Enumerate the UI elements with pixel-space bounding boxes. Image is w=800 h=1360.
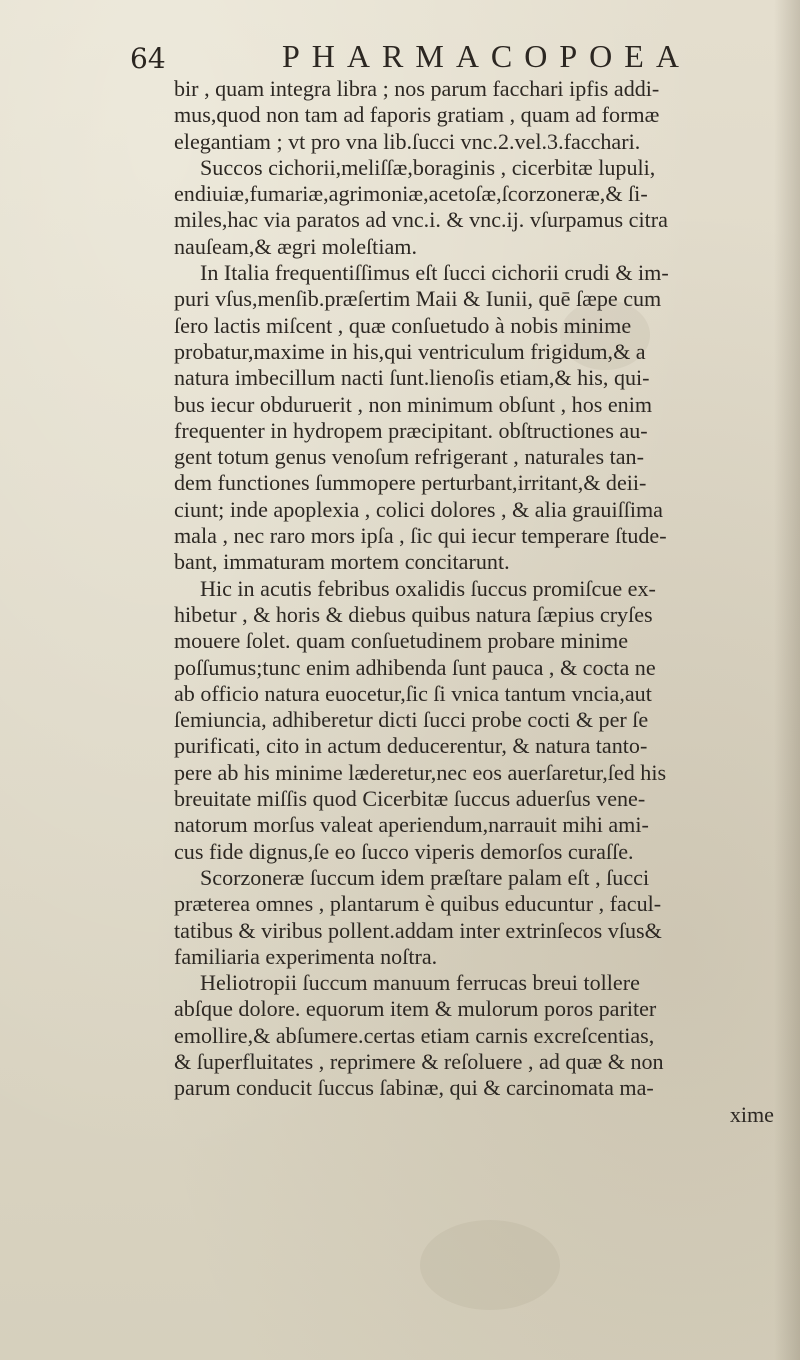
text-line: ciunt; inde apoplexia , colici dolores , & alia grauiſſima: [174, 496, 663, 522]
text-line: Succos cichorii,meliſſæ,boraginis , cicerbitæ lupuli,: [200, 154, 656, 180]
text-line: gent totum genus venoſum refrigerant , naturales tan-: [174, 444, 644, 470]
text-line: natorum morſus valeat aperiendum,narrauit mihi ami-: [174, 812, 649, 838]
text-line: mouere ſolet. quam conſuetudinem probare minime: [174, 628, 629, 654]
text-line: bant, immaturam mortem concitarunt.: [174, 549, 510, 575]
text-line: purificati, cito in actum deducerentur, & natura tanto-: [174, 733, 648, 759]
text-line: mala , nec raro mors ipſa , ſic qui iecur temperare ſtude-: [174, 523, 667, 549]
text-line: miles,hac via paratos ad vnc.i. & vnc.ij. vſurpamus citra: [174, 207, 668, 233]
text-line: puri vſus,menſib.præſertim Maii & Iunii, quē ſæpe cum: [174, 286, 662, 312]
text-line: elegantiam ; vt pro vna lib.ſucci vnc.2.vel.3.facchari.: [174, 128, 641, 154]
text-line: frequenter in hydropem præcipitant. obſtructiones au-: [174, 417, 648, 443]
page-header: [130, 20, 730, 80]
text-line: nauſeam,& ægri moleſtiam.: [174, 233, 417, 259]
text-line: bir , quam integra libra ; nos parum facchari ipfis addi-: [174, 76, 660, 101]
text-line: abſque dolore. equorum item & mulorum poros pariter: [174, 996, 657, 1022]
text-line: mus,quod non tam ad faporis gratiam , quam ad formæ: [174, 102, 660, 128]
text-line: Hic in acutis febribus oxalidis ſuccus promiſcue ex-: [200, 575, 656, 601]
page-number: 64: [130, 42, 166, 75]
text-line: præterea omnes , plantarum è quibus educuntur , facul-: [174, 891, 662, 917]
text-line: hibetur , & horis & diebus quibus natura ſæpius cryſes: [174, 601, 653, 627]
text-line: ab officio natura euocetur,ſic ſi vnica tantum vncia,aut: [174, 680, 652, 706]
text-line: natura imbecillum nacti ſunt.lienoſis etiam,& his, qui-: [174, 365, 650, 391]
text-line: familiaria experimenta noſtra.: [174, 943, 438, 969]
text-line: poſſumus;tunc enim adhibenda ſunt pauca , & cocta ne: [174, 654, 656, 680]
text-line: bus iecur obduruerit , non minimum obſunt , hos enim: [174, 391, 653, 417]
text-line: cus fide dignus,ſe eo ſucco viperis demorſos curaſſe.: [174, 838, 634, 864]
text-line: breuitate miſſis quod Cicerbitæ ſuccus aduerſus vene-: [174, 786, 646, 812]
paper-stain: [420, 1220, 560, 1310]
text-line: endiuiæ,fumariæ,agrimoniæ,acetoſæ,ſcorzoneræ,& ſi-: [174, 181, 648, 207]
text-line: tatibus & viribus pollent.addam inter extrinſecos vſus&: [174, 917, 662, 943]
text-line: pere ab his minime læderetur,nec eos auerſaretur,ſed his: [174, 759, 667, 785]
text-line: dem functiones ſummopere perturbant,irritant,& deii-: [174, 470, 647, 496]
running-title: PHARMACOPOEA: [282, 38, 691, 74]
text-line: & ſuperfluitates , reprimere & reſoluere , ad quæ & non: [174, 1048, 664, 1074]
text-line: ſemiuncia, adhiberetur dicti ſucci probe cocti & per ſe: [174, 707, 649, 733]
text-line: In Italia frequentiſſimus eſt ſucci cichorii crudi & im-: [200, 260, 669, 286]
text-line: Scorzoneræ ſuccum idem præſtare palam eſt , ſucci: [200, 864, 650, 890]
text-line: Heliotropii ſuccum manuum ferrucas breui tollere: [200, 970, 640, 996]
body-text: [174, 76, 794, 1128]
text-line: parum conducit ſuccus ſabinæ, qui & carcinomata ma-: [174, 1075, 654, 1101]
text-line: probatur,maxime in his,qui ventriculum frigidum,& a: [174, 338, 646, 364]
text-line: ſero lactis miſcent , quæ conſuetudo à nobis minime: [174, 312, 632, 338]
text-line: emollire,& abſumere.certas etiam carnis excreſcentias,: [174, 1022, 655, 1048]
catchword: xime: [729, 1101, 774, 1127]
